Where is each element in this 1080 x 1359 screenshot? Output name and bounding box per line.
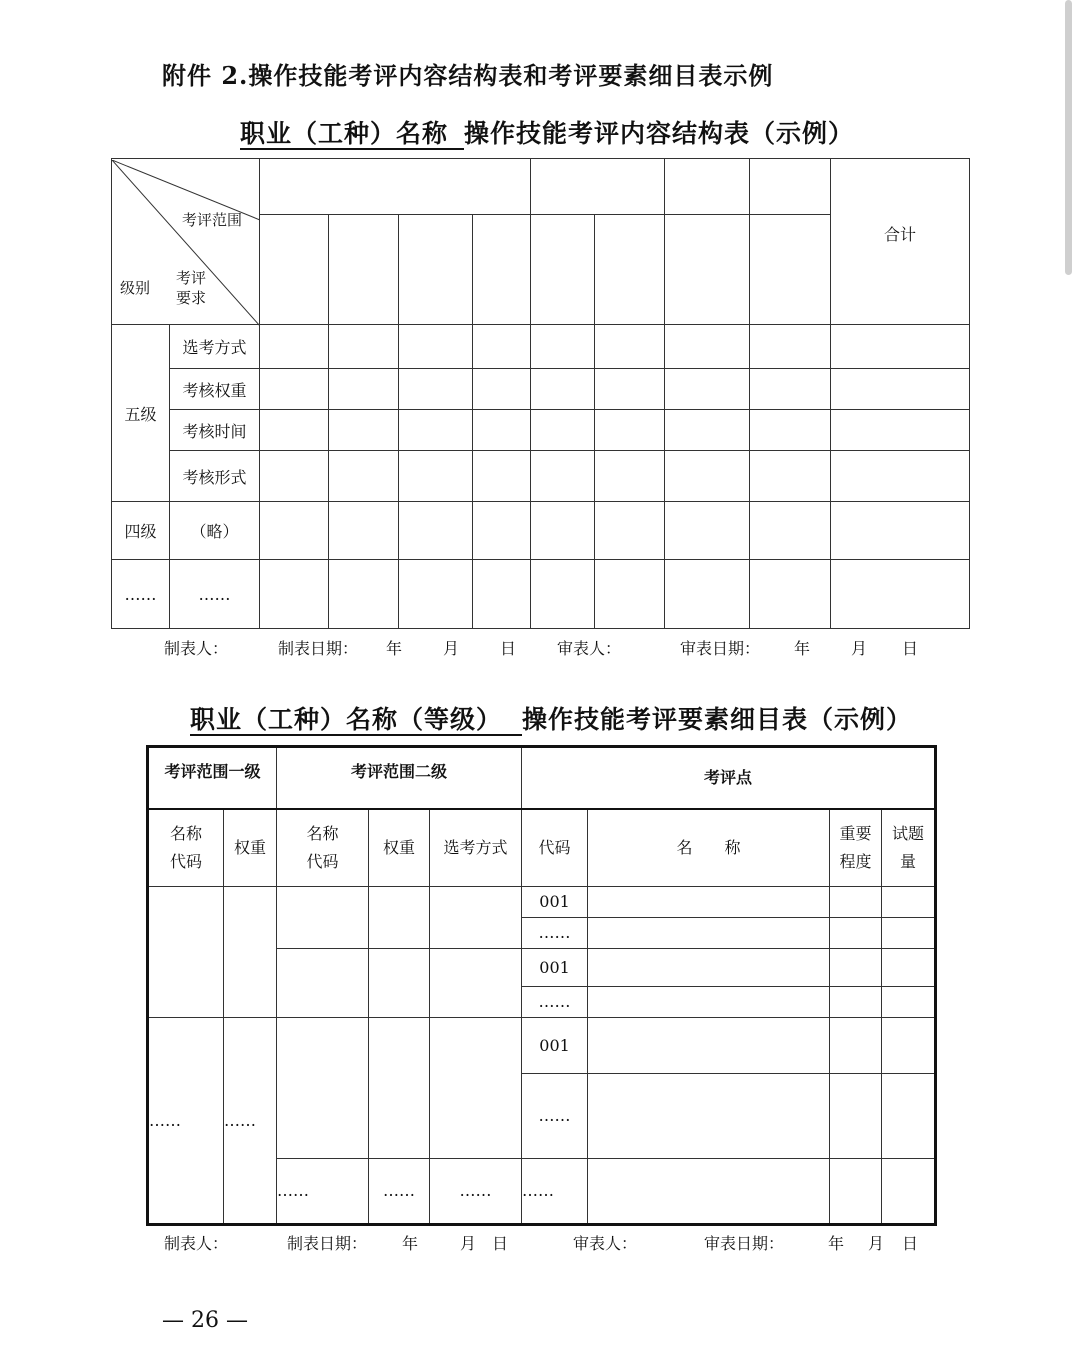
total-header — [831, 159, 970, 325]
more-req-cell: …… — [170, 560, 260, 629]
diag-label-level: 级别 — [120, 278, 151, 297]
more-cell: …… — [522, 1159, 588, 1225]
day-label: 日 — [902, 639, 919, 658]
content-structure-table — [111, 158, 970, 629]
level4-note: （略） — [170, 502, 260, 560]
more-cell: …… — [277, 1159, 369, 1225]
more-scope1-cell: …… — [148, 1018, 224, 1225]
attachment-title: 附件 2.操作技能考评内容结构表和考评要素细目表示例 — [162, 61, 774, 90]
subheader-question-qty: 试题 量 — [882, 809, 936, 887]
sub-scope-cell — [260, 215, 329, 325]
day-label: 日 — [500, 639, 517, 658]
code-cell: …… — [522, 918, 588, 949]
scope-header-cell — [260, 159, 531, 215]
make-date-label: 制表日期： — [287, 1234, 368, 1253]
level5-row-label: 考核时间 — [170, 410, 260, 451]
review-date-label: 审表日期： — [704, 1234, 785, 1253]
code-cell: …… — [522, 987, 588, 1018]
month-label: 月 — [460, 1234, 477, 1253]
subheader-code: 代码 — [522, 809, 588, 887]
code-cell: 001 — [522, 1018, 588, 1074]
sub-scope-cell — [399, 215, 473, 325]
level5-cell: 五级 — [112, 325, 170, 502]
more-levels-cell: …… — [112, 560, 170, 629]
table1-title-occupation: 职业（工种）名称 — [240, 119, 449, 148]
header-eval-point: 考评点 — [522, 747, 936, 809]
level5-row-label: 考核形式 — [170, 451, 260, 502]
reviewer-label: 审表人： — [573, 1234, 638, 1253]
table2-title-rest: 操作技能考评要素细目表（示例） — [522, 705, 913, 734]
year-label: 年 — [402, 1234, 419, 1253]
subheader-name-code: 名称 代码 — [277, 809, 369, 887]
diagonal-header-cell — [112, 159, 260, 325]
diag-label-req-1: 考评 — [176, 268, 207, 287]
code-cell: 001 — [522, 949, 588, 987]
subheader-importance: 重要 程度 — [830, 809, 882, 887]
day-label: 日 — [492, 1234, 509, 1253]
sub-scope-cell — [473, 215, 531, 325]
element-detail-table — [146, 745, 937, 1226]
month-label: 月 — [868, 1234, 885, 1253]
code-cell: 001 — [522, 887, 588, 918]
make-date-label: 制表日期： — [278, 639, 359, 658]
subheader-weight: 权重 — [369, 809, 430, 887]
reviewer-label: 审表人： — [557, 639, 622, 658]
page-number: — 26 — — [162, 1308, 248, 1333]
sub-scope-cell — [329, 215, 399, 325]
code-cell: …… — [522, 1074, 588, 1159]
subheader-name: 名 称 — [588, 809, 830, 887]
diag-label-scope: 考评范围 — [182, 210, 243, 229]
sub-scope-cell — [595, 215, 665, 325]
scope-header-cell — [750, 159, 831, 215]
subheader-weight: 权重 — [224, 809, 277, 887]
level4-cell: 四级 — [112, 502, 170, 560]
more-weight-cell: …… — [224, 1018, 277, 1225]
year-label: 年 — [828, 1234, 845, 1253]
diag-label-req-2: 要求 — [176, 288, 207, 307]
total-label: 合计 — [883, 225, 916, 244]
scope-header-cell — [531, 159, 665, 215]
maker-label: 制表人： — [164, 1234, 229, 1253]
year-label: 年 — [794, 639, 811, 658]
subheader-method: 选考方式 — [430, 809, 522, 887]
more-cell: …… — [430, 1159, 522, 1225]
table1-title — [240, 114, 854, 150]
scrollbar-thumb[interactable] — [1065, 0, 1072, 275]
month-label: 月 — [851, 639, 868, 658]
month-label: 月 — [443, 639, 460, 658]
maker-label: 制表人： — [164, 639, 229, 658]
level5-row-label: 考核权重 — [170, 369, 260, 410]
year-label: 年 — [386, 639, 403, 658]
more-cell: …… — [369, 1159, 430, 1225]
sub-scope-cell — [665, 215, 750, 325]
sub-scope-cell — [531, 215, 595, 325]
header-scope-level1: 考评范围一级 — [148, 747, 277, 809]
subheader-name-code: 名称 代码 — [148, 809, 224, 887]
level5-row-label: 选考方式 — [170, 325, 260, 369]
table1-title-rest: 操作技能考评内容结构表（示例） — [464, 119, 855, 148]
scope-header-cell — [665, 159, 750, 215]
review-date-label: 审表日期： — [680, 639, 761, 658]
table2-title-occupation: 职业（工种）名称（等级） — [190, 705, 503, 734]
header-scope-level2: 考评范围二级 — [277, 747, 522, 809]
table2-title — [190, 700, 912, 736]
day-label: 日 — [902, 1234, 919, 1253]
sub-scope-cell — [750, 215, 831, 325]
